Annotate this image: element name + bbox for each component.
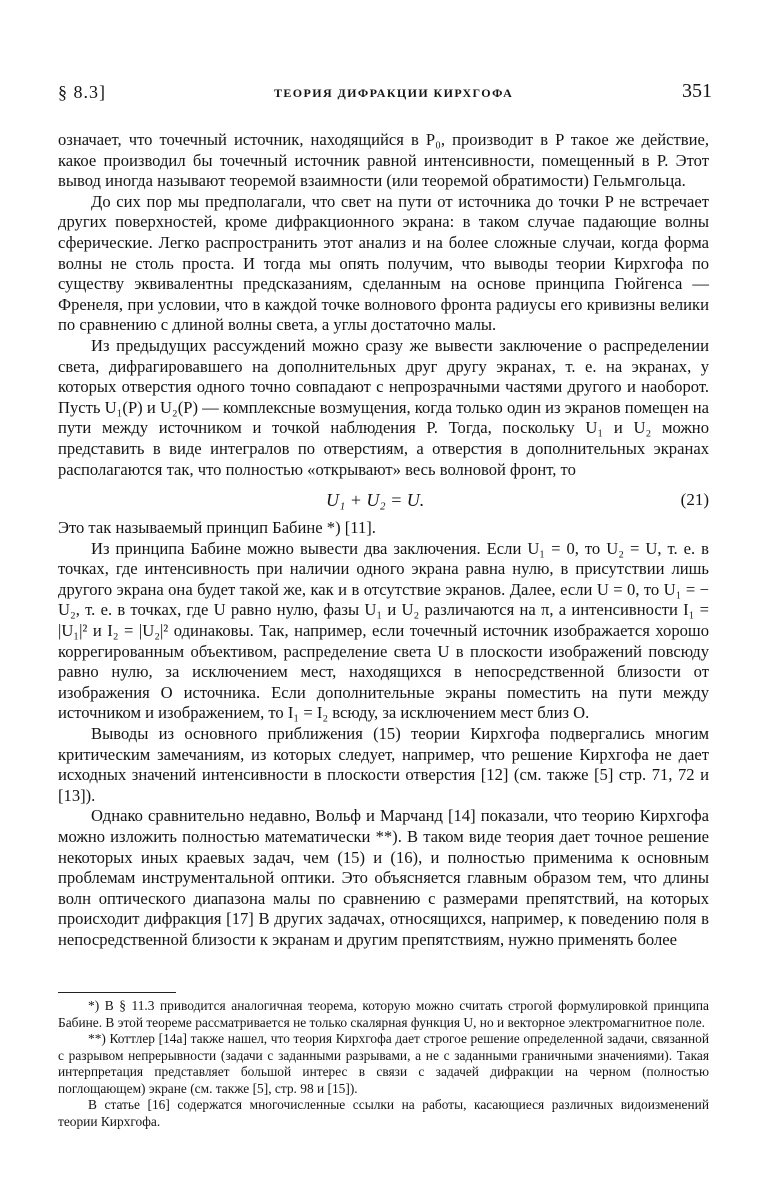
footnote: В статье [16] содержатся многочисленные ссылки на работы, касающиеся различных видоизменений теории Кирхгофа. — [58, 1097, 709, 1129]
chapter-title: ТЕОРИЯ ДИФРАКЦИИ КИРХГОФА — [274, 86, 514, 100]
footnotes — [58, 998, 709, 1130]
footnote-divider — [58, 992, 176, 993]
running-header — [58, 80, 712, 106]
page-number: 351 — [682, 80, 712, 102]
main-text — [58, 130, 709, 951]
paragraph: Из принципа Бабине можно вывести два заключения. Если U₁ = 0, то U₂ = U, т. е. в точках, где интенсивность при наличии одного экрана равна нулю, в присутствии лишь другого экрана она будет такой же, как и в отсутствие экранов. Далее, если U = 0, то U₁ = − U₂, т. е. в точках, где U равно нулю, фазы U₁ и U₂ различаются на π, а интенсивности I₁ = |U₁|² и I₂ = |U₂|² одинаковы. Так, например, если точечный источник изображается хорошо коррегированным объективом, распределение света U в плоскости изображений повсюду равно нулю, за исключением мест, находящихся в непосредственной близости от изображения O источника. Если дополнительные экраны поместить на пути между источником и изображением, то I₁ = I₂ всюду, за исключением мест близ O. — [58, 538, 709, 723]
footnote: *) В § 11.3 приводится аналогичная теорема, которую можно считать строгой формулировкой принципа Бабине. В этой теореме рассматривается не только скалярная функция U, но и векторное электромагнитное поле. — [58, 998, 709, 1030]
paragraph: До сих пор мы предполагали, что свет на пути от источника до точки P не встречает других поверхностей, кроме дифракционного экрана: в таком случае падающие волны сферические. Легко распространить этот анализ и на более сложные случаи, когда форма волны не столь проста. И тогда мы опять получим, что выводы теории Кирхгофа по существу эквивалентны предсказаниям, сделанным на основе принципа Гюйгенса — Френеля, при условии, что в каждой точке волнового фронта радиусы его кривизны велики по сравнению с длиной волны света, а углы достаточно малы. — [58, 191, 709, 335]
section-number: § 8.3] — [58, 82, 106, 102]
paragraph: Это так называемый принцип Бабине *) [11]. — [58, 518, 376, 538]
equation-formula: U₁ + U₂ = U. — [326, 490, 425, 511]
paragraph: Однако сравнительно недавно, Вольф и Марчанд [14] показали, что теорию Кирхгофа можно изложить полностью математически **). В таком виде теория дает точное решение некоторых иных краевых задач, чем (15) и (16), и полностью применима к основным проблемам инструментальной оптики. Это объясняется главным образом тем, что длины волн оптического диапазона малы по сравнению с размерами препятствий, на которых происходит дифракция [17] В других задачах, относящихся, например, к поведению поля в непосредственной близости к экранам и другим препятствиям, нужно применять более — [58, 806, 709, 949]
paragraph: Выводы из основного приближения (15) теории Кирхгофа подвергались многим критическим замечаниям, из которых следует, например, что решение Кирхгофа не дает исходных значений интенсивности в плоскости отверстия [12] (см. также [5] стр. 71, 72 и [13]). — [58, 724, 709, 805]
paragraph: Из предыдущих рассуждений можно сразу же вывести заключение о распределении света, дифрагировавшего на дополнительных друг другу экранах, т. е. на экранах, у которых отверстия одного точно совпадают с непрозрачными частями другого и наоборот. Пусть U₁(P) и U₂(P) — комплексные возмущения, когда только один из экранов помещен на пути между источником и точкой наблюдения P. Тогда, поскольку U₁ и U₂ можно представить в виде интегралов по отверстиям, а отверстия в дополнительных экранах располагаются так, что полностью «открывают» весь волновой фронт, то — [58, 335, 709, 479]
paragraph-continuation: означает, что точечный источник, находящийся в P₀, производит в P такое же действие, какое производил бы точечный источник равной интенсивности, помещенный в P. Этот вывод иногда называют теоремой взаимности (или теоремой обратимости) Гельмгольца. — [58, 130, 709, 191]
equation — [58, 484, 709, 518]
footnote: **) Коттлер [14a] также нашел, что теория Кирхгофа дает строгое решение определенной задачи, связанной с разрывом непрерывности (задачи с заданными разрывами, а не с заданными граничными значениями). Такая интерпретация представляет большой интерес в связи с задачей дифракции на черном (полностью поглощающем) экране (см. также [5], стр. 98 и [15]). — [58, 1031, 709, 1096]
equation-number: (21) — [680, 490, 709, 510]
